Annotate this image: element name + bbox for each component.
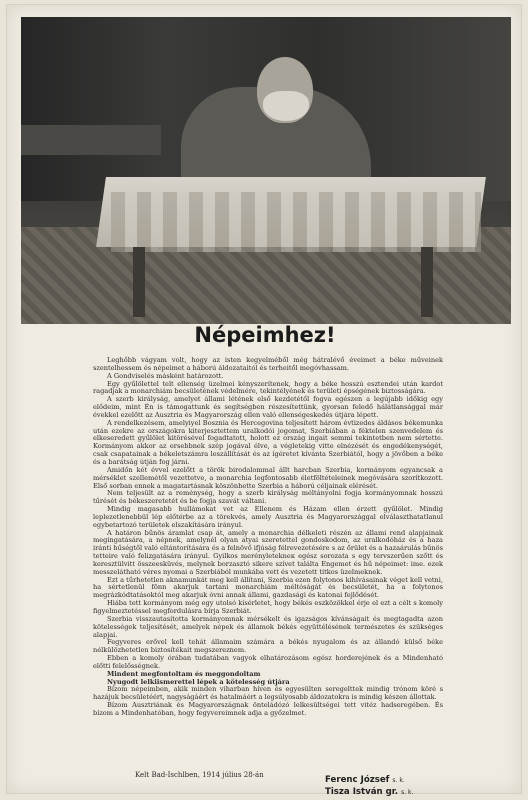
emperor-at-desk-photo	[21, 17, 511, 324]
page-title: Népeimhez!	[194, 323, 336, 347]
paragraph: Leghőbb vágyam volt, hogy az isten kegyelméből még hátralévő éveimet a béke műveinek szentelhessem és népeimet a háború áldozataitól és terheitől megóvhassam.	[93, 356, 443, 372]
paragraph: Mindig magasabb hullámokat vet az Ellenem és Házam ellen érzett gyűlölet. Mindig leplezetlenebbül lép előtérbe az a törekvés, amely Ausztria és Magyarországgal elválaszthatatlanul egybetartozó területek elszakítására irányul.	[93, 505, 443, 529]
photo-figure-head	[257, 57, 313, 123]
photo-wall-panel	[21, 125, 161, 155]
paragraph: Szerbia visszautasította kormányomnak mérsékelt és igazságos kívánságait és megtagadta azon kötelességek teljesítését, amelyek népek és államok békés együttélésének természetes és szükséges alapjai.	[93, 614, 443, 639]
place-date: Kelt Bad-Ischlben, 1914 július 28-án	[135, 771, 264, 779]
paragraph: A szerb királyság, amelyet állami létének első kezdetétől fogva egészen a legújabb időkig egy elődeim, mint Én is támogattunk és segítségben részesítettünk, gyorsan feledő hálátlansággal már évekkel ezelőtt az Ausztria és Magyarország ellen való ellenségeskedés útjára lépett.	[93, 395, 443, 419]
bold-line: Nyugodt lelkiismerettel lépek a kötelesség útjára	[107, 677, 290, 686]
paragraph: Bízom Ausztriának és Magyarországnak önteládózó lelkesültségei tett vitéz hadseregében. És bízom a Mindenhatóban, hogy fegyvereimnek adja a győzelmet.	[93, 701, 443, 717]
paragraph: Amidőn két évvel ezelőtt a török birodalommal állt harcban Szerbia, kormányom egyancsak a mérséklet szellemétől vezettetve, a monarchia legfontosabb életföltételeinek megóvására szorítkozott. Első sorban ennek a magatartásnak köszönhette Szerbia a háború céljainak elérését.	[93, 465, 443, 490]
paragraph: Bízom népeimben, akik minden viharban híven és egyesülten seregelttek mindig trónom köré s hazájuk becsületéért, nagyságáért és hatalmáért a legsúlyosabb áldozatokra is mindig készen állottak.	[93, 685, 443, 702]
paragraph: A határon bűnös áramlat csap át, amely a monarchia délkeleti részén az állami rend alapjainak megingatására, a népnek, amelynél olyan atyai szeretettel gondoskodom, az uralkodóház és a haza iránti hűségtől való eltántorítására és a felnövő ifjúság félrevezetésére s az őrület és a hazaárulás bűnös tetteire való felizgatására irányul. Gyilkos merényletekneк egész sorozata s egy tervszerűen szőtt és keresztülvitt összeesküvés, melynek borzasztó sikere szívet találta Engemet és hű népeimet: ime. ezek messzelátható véres nyomai a Szerbiából munkába vett és vezetett titkos üzelmeknek.	[93, 528, 443, 576]
signature-suffix: s. k.	[392, 777, 405, 784]
photo-desk-leg	[421, 247, 433, 317]
paragraph: Fegyveres erővel kell tehát államaim számára a békés nyugalom és az állandó külső béke nélkülözhetetlen biztosítékait megszereznem.	[93, 638, 443, 655]
proclamation-text	[93, 357, 443, 718]
paragraph: A Gondviselés másként határozott.	[107, 371, 224, 380]
paragraph: Hiába tett kormányom még egy utolsó kísérletet, hogy békés eszközökkel érje el ezt a célt s komoly figyelmeztetéssel megfordulásra bírja Szerbiát.	[93, 599, 443, 615]
paragraph: Nem teljesült az a reménység, hogy a szerb királyság méltányolni fogja kormányomnak hosszú tűrését és békeszeretetét és be fogja szavát váltani.	[93, 489, 443, 506]
bold-line: Mindent megfontoltam és meggondoltam	[107, 669, 261, 678]
signature-name: Tisza István gr.	[325, 787, 399, 797]
paragraph: Ezt a tűrhetetlen aknamunkát meg kell állítani, Szerbia ezen folytonos kihívásainak véget kell vetni, ha sértetlenül fönn akarjuk tartani monarchiám méltóságát és becsületét, ha a folytonos megrázkódtatásoktól meg akarjuk óvni annak állami, gazdasági és katonai fejlődését.	[93, 575, 443, 600]
paragraph: A rendelkezésem, amelyiyel Bosznia és Hercegovina teljesített három évtizedes áldásos békemunka után ezekre az országokra kiterjesztettem uralkodói jogomat, Szerbiában a féktelen szenvedelem és elkeseredett gyűlölet kitörésével fogadtatott, holott ez ország ingait semmi tekintetben nem sértette. Kormányom akkor az ersebbnek szép jogával élve, a végletekig vitte elnézését és engedékenységét, csak csapatainak a hékeletszámra leszállítását és az ígéretet kívánta Szerbiától, hogy a jövőben a béke és a barátság útján fog járni.	[93, 418, 443, 466]
signature-emperor	[325, 775, 405, 785]
paragraph: Egy gyűlölettel telt ellenség üzelmei kényszerítenek, hogy a béke hosszú esztendei után kardot ragadjak a monarchiám becsületének védelmére, tekintélyének és területi épségének biztosságára.	[93, 379, 443, 396]
photo-desk-leg	[133, 247, 145, 317]
signature-tisza	[325, 787, 413, 797]
photo-tablecloth	[111, 192, 481, 252]
signature-suffix: s. k.	[401, 789, 414, 796]
paragraph: Ebben a komoly órában tudatában vagyok elhatározásom egész horderejének és a Mindenható előtti felelősségnek.	[93, 654, 443, 670]
signature-name: Ferenc József	[325, 775, 390, 785]
postcard	[6, 4, 522, 797]
